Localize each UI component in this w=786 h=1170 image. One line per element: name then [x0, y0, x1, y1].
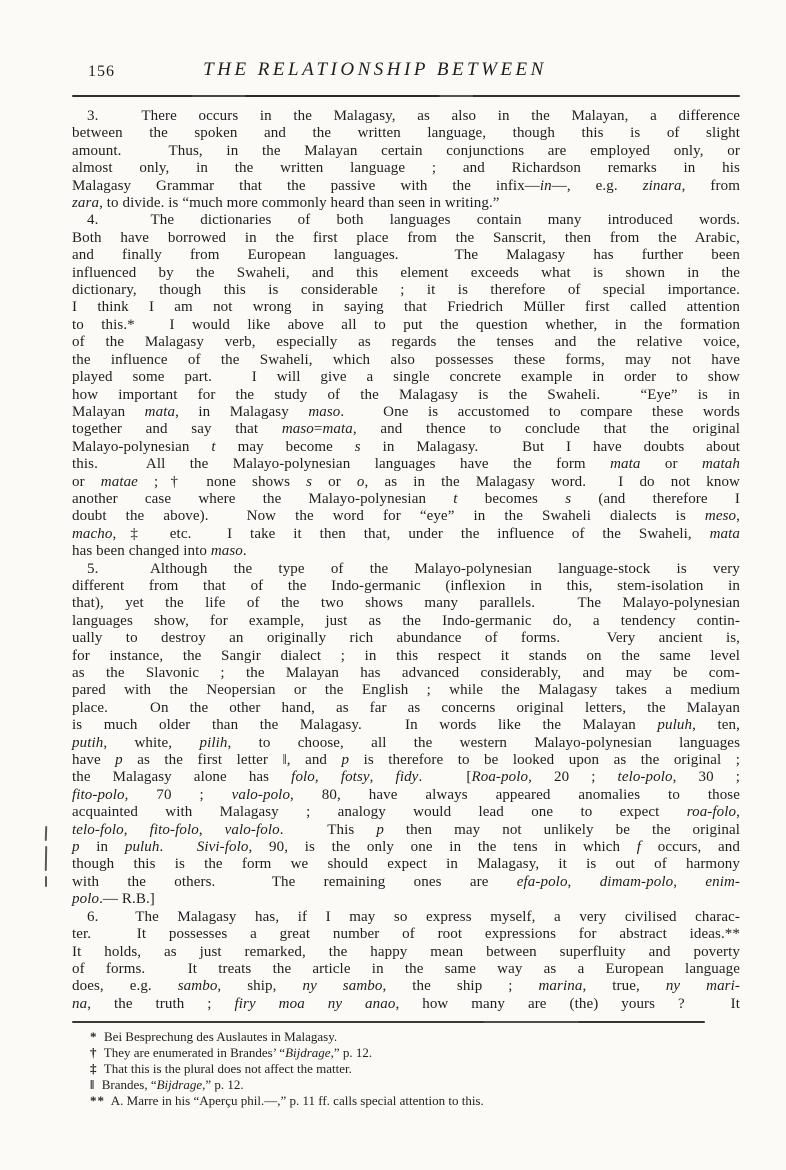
text-line: languages show, for example, just as the Indo-germanic do, a tendency contin- — [72, 612, 740, 629]
text-line: I think I am not wrong in saying that Friedrich Müller first called attention — [72, 299, 740, 316]
text-line: influenced by the Swaheli, and this element exceeds what is shown in the — [72, 264, 740, 281]
text-line: telo-folo, fito-folo, valo-folo. This p then may not unlikely be the original — [72, 821, 741, 838]
text-line: pared with the Neopersian or the English ; while the Malagasy takes a medium — [72, 682, 740, 699]
text-line: or matae ;† none shows s or o, as in the Malagasy word. I do not know — [72, 473, 740, 490]
footnote-text: Bei Besprechung des Auslautes in Malagasy. — [104, 1029, 338, 1044]
text-line: putih, white, pilih, to choose, all the western Malayo-polynesian languages — [72, 734, 741, 751]
footnote — [72, 1029, 740, 1045]
text-line: the Malagasy alone has folo, fotsy, fidy. [Roa-polo, 20 ; telo-polo, 30 ; — [72, 769, 740, 786]
footnote-text: Brandes, “Bijdrage,” p. 12. — [101, 1077, 244, 1092]
text-line: 3. There occurs in the Malagasy, as also in the Malayan, a difference — [87, 108, 740, 124]
footnotes — [72, 1029, 740, 1109]
footnote-marker: ‖ — [90, 1077, 96, 1092]
text-line: different from that of the Indo-germanic (inflexion in this, stem-isolation in — [72, 577, 740, 594]
text-line: to this.* I would like above all to put the question whether, in the formation — [72, 316, 740, 333]
footnote-text: They are enumerated in Brandes’ “Bijdrage,” p. 12. — [103, 1045, 373, 1060]
text-line: that), yet the life of the two shows many parallels. The Malayo-polynesian — [72, 595, 740, 612]
paragraph — [72, 909, 740, 1013]
running-title: THE RELATIONSHIP BETWEEN — [203, 59, 547, 80]
footnote-text: That this is the plural does not affect the matter. — [103, 1061, 352, 1076]
footnote-marker: ** — [90, 1093, 105, 1108]
text-line: played some part. I will give a single concrete example in order to show — [72, 369, 740, 386]
footnote-text: A. Marre in his “Aperçu phil.—,” p. 11 ff. calls special attention to this. — [110, 1093, 484, 1108]
text-line: between the spoken and the written language, though this is of slight — [72, 125, 740, 142]
text-line: how important for the study of the Malagasy is the Swaheli. “Eye” is in — [72, 386, 740, 403]
margin-pen-mark — [45, 846, 47, 871]
footnote — [72, 1093, 740, 1109]
footnote — [72, 1061, 740, 1077]
page-number: 156 — [88, 63, 115, 80]
text-line: 6. The Malagasy has, if I may so express myself, a very civilised charac- — [87, 908, 740, 925]
text-line: polo.— R.B.] — [72, 891, 155, 908]
text-line: together and say that maso=mata, and thence to conclude that the original — [72, 421, 740, 438]
text-line: Both have borrowed in the first place from the Sanscrit, then from the Arabic, — [72, 229, 740, 246]
text-line: p in puluh. Sivi-folo, 90, is the only one in the tens in which f occurs, and — [72, 839, 740, 856]
paragraph — [72, 108, 740, 212]
footnote-marker: * — [90, 1029, 98, 1044]
paragraph — [72, 561, 740, 909]
text-line: as the Slavonic ; the Malayan has advanced considerably, and may be com- — [72, 665, 740, 681]
text-line: doubt the above). Now the word for “eye” in the Swaheli dialects is meso, — [72, 508, 740, 525]
header-rule — [72, 95, 740, 97]
text-line: of forms. It treats the article in the same way as a European language — [72, 960, 740, 977]
margin-pen-mark — [45, 876, 47, 887]
text-line: almost only, in the written language ; and Richardson remarks in his — [72, 160, 740, 177]
text-line: acquainted with Malagasy ; analogy would lead one to expect roa-folo, — [72, 804, 740, 821]
text-line: 4. The dictionaries of both languages contain many introduced words. — [87, 212, 740, 229]
text-line: 5. Although the type of the Malayo-polynesian language-stock is very — [87, 560, 740, 577]
margin-pen-mark — [45, 826, 48, 841]
text-line: place. On the other hand, as far as concerns original letters, the Malayan — [72, 699, 740, 716]
text-line: for instance, the Sangir dialect ; in this respect it stands on the same level — [72, 647, 740, 664]
footnote-marker: † — [90, 1045, 98, 1060]
text-line: macho,‡ etc. I take it then that, under the influence of the Swaheli, mata — [72, 525, 740, 542]
text-line: Malayan mata, in Malagasy maso. One is accustomed to compare these words — [72, 403, 740, 420]
text-line: another case where the Malayo-polynesian t becomes s (and therefore I — [72, 490, 740, 507]
text-line: this. All the Malayo-polynesian languages have the form mata or matah — [72, 456, 740, 473]
paragraph — [72, 212, 740, 560]
text-line: fito-polo, 70 ; valo-polo, 80, have always appeared anomalies to those — [72, 786, 740, 803]
footnote-rule — [72, 1021, 705, 1023]
text-line: na, the truth ; firy moa ny anao, how many are (the) yours ? It — [72, 995, 740, 1012]
text-line: dictionary, though this is considerable ; it is therefore of special importance. — [72, 282, 740, 299]
text-line: the influence of the Swaheli, which also possesses these forms, may not have — [72, 351, 740, 368]
footnote-marker: ‡ — [90, 1061, 98, 1076]
text-line: zara, to divide. is “much more commonly heard than seen in writing.” — [72, 195, 500, 212]
text-line: of the Malagasy verb, especially as regards the tenses and the relative voice, — [72, 334, 740, 351]
text-line: amount. Thus, in the Malayan certain conjunctions are employed only, or — [72, 142, 740, 159]
footnote — [72, 1045, 740, 1061]
text-line: and finally from European languages. The Malagasy has further been — [72, 247, 740, 264]
text-line: have p as the first letter ‖, and p is therefore to be looked upon as the original ; — [72, 752, 740, 769]
text-line: ter. It possesses a great number of root expressions for abstract ideas.** — [72, 926, 740, 943]
footnote — [72, 1077, 740, 1093]
text-line: is much older than the Malagasy. In words like the Malayan puluh, ten, — [72, 717, 740, 734]
text-line: Malagasy Grammar that the passive with the infix—in—, e.g. zinara, from — [72, 177, 740, 194]
text-line: ually to destroy an originally rich abundance of forms. Very ancient is, — [72, 630, 740, 647]
text-line: does, e.g. sambo, ship, ny sambo, the ship ; marina, true, ny mari- — [72, 978, 740, 995]
text-line: has been changed into maso. — [72, 543, 247, 560]
body-text — [72, 108, 740, 1013]
text-line: It holds, as just remarked, the happy mean between superfluity and poverty — [72, 943, 740, 960]
text-line: with the others. The remaining ones are efa-polo, dimam-polo, enim- — [72, 873, 741, 890]
text-line: though this is the form we should expect in Malagasy, it is out of harmony — [72, 856, 740, 873]
text-line: Malayo-polynesian t may become s in Malagasy. But I have doubts about — [72, 438, 740, 455]
